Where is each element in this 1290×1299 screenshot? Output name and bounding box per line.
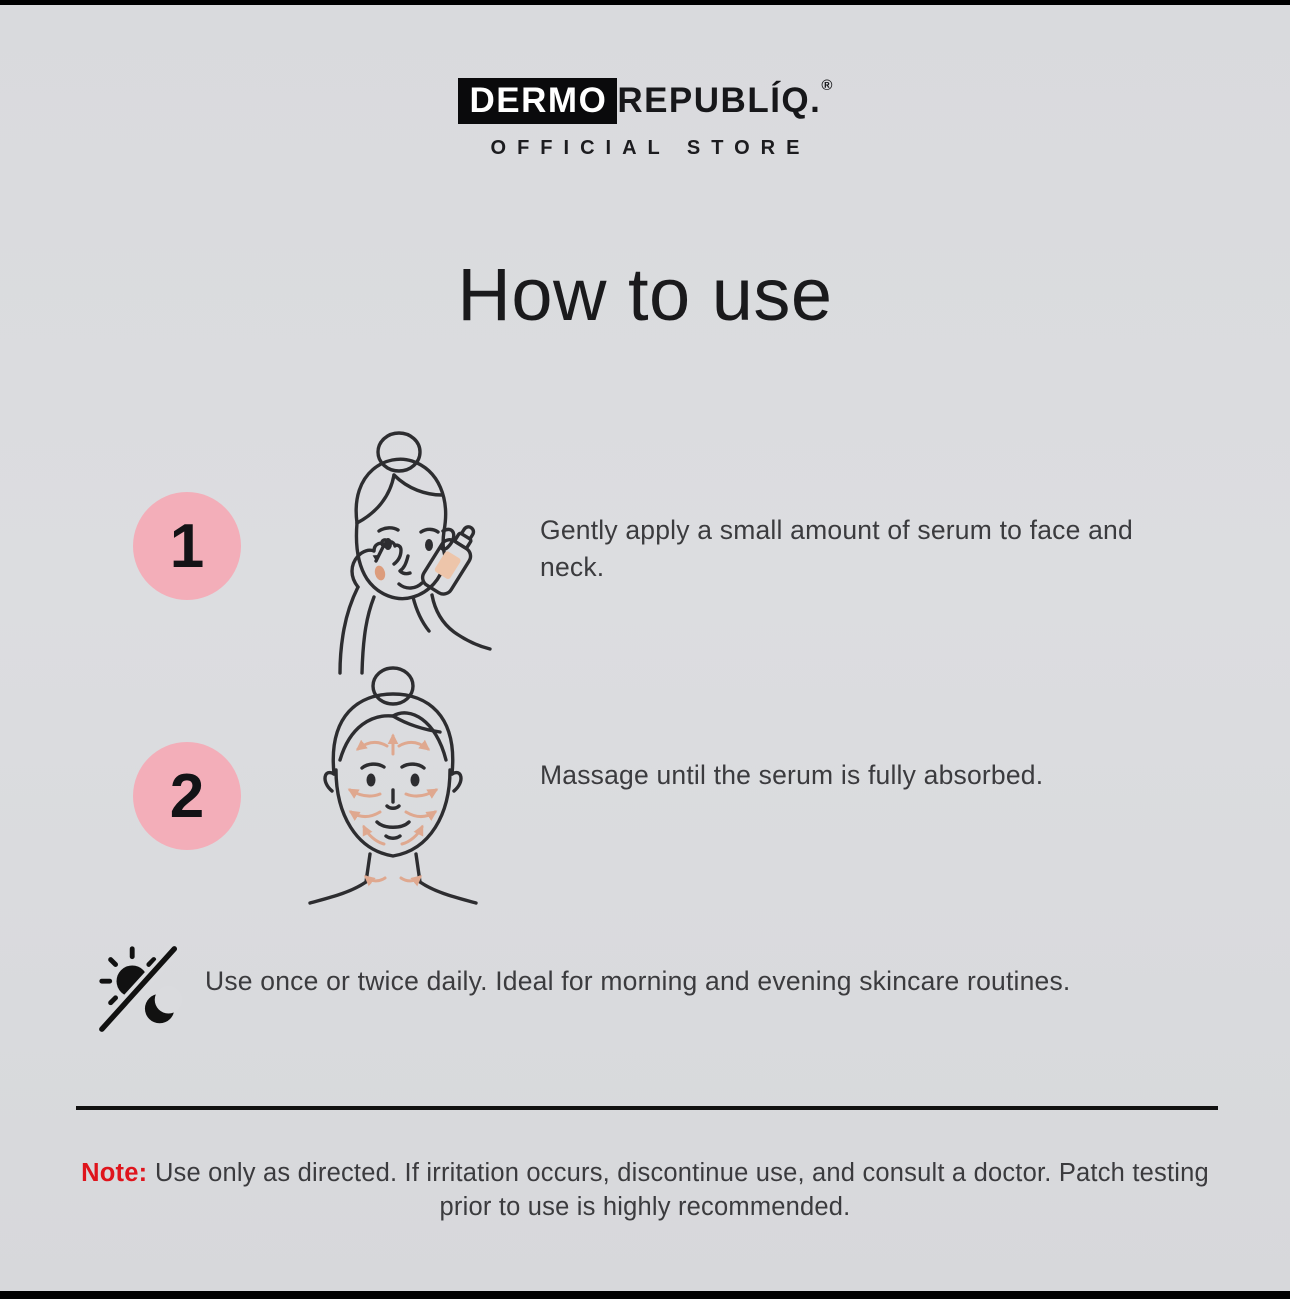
brand-header (0, 78, 1290, 160)
day-night-icon (93, 940, 191, 1038)
note-text: Use only as directed. If irritation occurs, discontinue use, and consult a doctor. Patch testing prior to use is highly recommended. (154, 1159, 1209, 1221)
step-2-number: 2 (169, 761, 205, 831)
page-title: How to use (457, 253, 833, 336)
step-1-badge (133, 492, 241, 600)
bottom-edge-bar (0, 1291, 1290, 1299)
step-2-badge (133, 742, 241, 850)
face-massage-arrows-illustration (288, 662, 498, 912)
step-2-text: Massage until the serum is fully absorbed. (540, 760, 1044, 790)
woman-applying-serum-illustration (282, 425, 492, 675)
registered-trademark-icon: ® (821, 77, 833, 94)
top-edge-bar (0, 0, 1290, 5)
brand-logo (458, 78, 833, 124)
step-1-text: Gently apply a small amount of serum to face and neck. (540, 515, 1133, 583)
footnote (60, 1157, 1230, 1224)
brand-logo-box: DERMO (458, 78, 618, 124)
divider-line (76, 1106, 1218, 1110)
step-1-number: 1 (169, 511, 205, 581)
note-label: Note: (81, 1159, 148, 1187)
official-store-label: OFFICIAL STORE (490, 137, 811, 159)
brand-logo-text: REPUBLÍQ. (617, 81, 822, 120)
daily-usage-text: Use once or twice daily. Ideal for morning and evening skincare routines. (205, 966, 1071, 996)
